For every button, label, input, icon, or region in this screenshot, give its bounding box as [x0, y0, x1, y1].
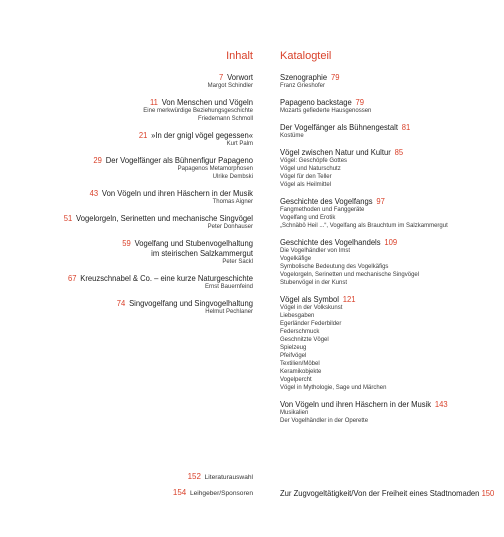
toc-entry-zugvogel[interactable] — [280, 488, 494, 498]
toc-entry[interactable] — [280, 196, 494, 230]
entry-title: Leihgeber/Sponsoren — [189, 490, 253, 497]
page-number: 85 — [394, 147, 404, 157]
toc-entry[interactable] — [280, 399, 494, 425]
entry-title: Kreuzschnabel & Co. – eine kurze Naturgeschichte — [80, 273, 253, 283]
entry-subline: Der Vogelhändler in der Operette — [280, 418, 369, 424]
toc-entry[interactable] — [280, 72, 494, 90]
entry-subline: Margot Schindler — [207, 83, 253, 89]
toc-entry[interactable] — [280, 294, 494, 392]
entry-subline: Die Vogelhändler von Imst — [280, 248, 351, 254]
entry-title: »In der gnigl vögel gegessen« — [151, 130, 253, 140]
toc-entry[interactable] — [280, 97, 494, 115]
entry-subline: Vögel: Geschöpfe Gottes — [280, 158, 348, 164]
entry-subline: Fangmethoden und Fanggeräte — [280, 207, 365, 213]
toc-entry[interactable] — [13, 238, 253, 266]
entry-subline: Musikalien — [280, 410, 309, 416]
entry-subline: Friedemann Schmoll — [197, 116, 253, 122]
entry-title-line — [280, 237, 477, 247]
toc-entry[interactable] — [13, 155, 253, 181]
toc-entry[interactable] — [13, 273, 253, 291]
entry-title-line — [32, 298, 253, 308]
entry-subline: Vögel und Naturschutz — [280, 166, 341, 172]
entry-subline: Kurt Palm — [226, 141, 253, 147]
entry-title: Von Vögeln und ihren Häschern in der Musik — [101, 188, 253, 198]
entry-subline: Spielzeug — [280, 345, 307, 351]
entry-subline: Peter Donhauser — [207, 224, 253, 230]
entry-title-line — [280, 72, 477, 82]
katalog-list — [280, 72, 494, 432]
entry-subline: Franz Grieshofer — [280, 83, 326, 89]
page-number: 7 — [219, 72, 224, 82]
toc-entry[interactable] — [280, 147, 494, 189]
entry-title: Zur Zugvogeltätigkeit/Von der Freiheit eines Stadtnomaden — [280, 488, 480, 498]
entry-title-line — [280, 196, 477, 206]
entry-title: Vogelorgeln, Serinetten und mechanische Singvögel — [76, 213, 253, 223]
page-number: 152 — [187, 472, 201, 481]
entry-title: Szenographie — [280, 72, 328, 82]
entry-title-line — [280, 97, 477, 107]
entry-title-line — [32, 238, 253, 248]
page-number: 79 — [330, 72, 340, 82]
entry-subline: „Schnäbö Heil ...“, Vogelfang als Brauchtum im Salzkammergut — [280, 223, 448, 229]
toc-entry-literaturauswahl[interactable] — [188, 472, 253, 481]
entry-subline: Federschmuck — [280, 329, 320, 335]
toc-entry[interactable] — [280, 237, 494, 287]
entry-subline: Vögel für den Teller — [280, 174, 332, 180]
entry-subline: Pfeifvögel — [280, 353, 307, 359]
page-number: 43 — [89, 188, 99, 198]
page-number: 154 — [172, 488, 187, 497]
toc-entry-leihgeber[interactable] — [173, 488, 253, 497]
page-number: 109 — [384, 237, 398, 247]
entry-subline: Liebesgaben — [280, 313, 315, 319]
entry-subline: Mozarts gefiederte Hausgenossen — [280, 108, 372, 114]
entry-title-line — [32, 213, 253, 223]
entry-title-line — [32, 273, 253, 283]
entry-title: Geschichte des Vogelfangs — [280, 196, 373, 206]
inhalt-list — [13, 72, 253, 323]
entry-subline: Geschnitzte Vögel — [280, 337, 329, 343]
toc-entry[interactable] — [13, 97, 253, 123]
entry-title-line — [280, 147, 477, 157]
entry-subline: Vogelpercht — [280, 377, 312, 383]
entry-subline: Vögel als Heilmittel — [280, 182, 332, 188]
entry-subline: Eine merkwürdige Beziehungsgeschichte — [143, 108, 253, 114]
entry-subline: Vögel in Mythologie, Sage und Märchen — [280, 385, 387, 391]
entry-title: Papageno backstage — [280, 97, 352, 107]
entry-title: Der Vogelfänger als Bühnengestalt — [280, 122, 398, 132]
page-number: 143 — [434, 399, 448, 409]
entry-title: Singvogelfang und Singvogelhaltung — [129, 298, 253, 308]
page-number: 121 — [342, 294, 356, 304]
page-number: 79 — [355, 97, 365, 107]
entry-title: Der Vogelfänger als Bühnenfigur Papageno — [105, 155, 254, 165]
entry-subline: Helmut Pechlaner — [205, 309, 253, 315]
entry-title-line — [32, 97, 253, 107]
entry-title: Von Vögeln und ihren Häschern in der Musik — [280, 399, 432, 409]
entry-title: Vogelfang und Stubenvogelhaltung — [134, 238, 253, 248]
entry-title-line — [32, 188, 253, 198]
toc-entry[interactable] — [13, 213, 253, 231]
page-number: 29 — [93, 155, 102, 165]
toc-entry[interactable] — [13, 72, 253, 90]
entry-title: Von Menschen und Vögeln — [161, 97, 253, 107]
entry-subline: Textilien/Möbel — [280, 361, 320, 367]
page-number: 59 — [122, 238, 131, 248]
entry-subline: Egerländer Federbilder — [280, 321, 342, 327]
entry-title-line — [32, 155, 253, 165]
page-number: 81 — [401, 122, 411, 132]
entry-subline: Stubenvögel in der Kunst — [280, 280, 348, 286]
katalogteil-header: Katalogteil — [280, 50, 332, 62]
entry-title-line — [32, 130, 253, 140]
entry-title-line — [280, 294, 477, 304]
entry-subline: Keramikobjekte — [280, 369, 322, 375]
entry-subline: Ulrike Dembski — [212, 174, 253, 180]
entry-title: Vögel zwischen Natur und Kultur — [280, 147, 391, 157]
entry-title-continued: im steirischen Salzkammergut — [151, 248, 253, 258]
entry-subline: Peter Sackl — [222, 259, 253, 265]
page-number: 97 — [376, 196, 385, 206]
page-number: 51 — [63, 213, 73, 223]
entry-subline: Vogelkäfige — [280, 256, 312, 262]
entry-subline: Vogelfang und Erotik — [280, 215, 336, 221]
entry-title: Geschichte des Vogelhandels — [280, 237, 381, 247]
page-number: 74 — [116, 298, 126, 308]
toc-entry[interactable] — [13, 298, 253, 316]
entry-subline: Papagenos Metamorphosen — [177, 166, 253, 172]
entry-subline: Thomas Aigner — [212, 199, 253, 205]
toc-entry[interactable] — [13, 130, 253, 148]
entry-subline: Symbolische Bedeutung des Vogelkäfigs — [280, 264, 389, 270]
toc-entry[interactable] — [13, 188, 253, 206]
entry-title-line — [280, 122, 477, 132]
entry-subline: Vogelorgeln, Serinetten und mechanische Singvögel — [280, 272, 420, 278]
entry-title-line — [280, 399, 477, 409]
entry-title: Literaturauswahl — [204, 474, 253, 481]
toc-entry[interactable] — [280, 122, 494, 140]
inhalt-header: Inhalt — [226, 50, 253, 62]
page-number: 21 — [138, 130, 148, 140]
entry-title: Vögel als Symbol — [280, 294, 339, 304]
entry-subline: Kostüme — [280, 133, 304, 139]
entry-title-line — [32, 72, 253, 82]
entry-subline: Ernst Bauernfeind — [204, 284, 253, 290]
entry-title: Vorwort — [227, 72, 253, 82]
entry-subline: Vögel in der Volkskunst — [280, 305, 343, 311]
page-number: 11 — [149, 97, 158, 107]
page-number: 150 — [481, 488, 495, 498]
page-number: 67 — [67, 273, 77, 283]
